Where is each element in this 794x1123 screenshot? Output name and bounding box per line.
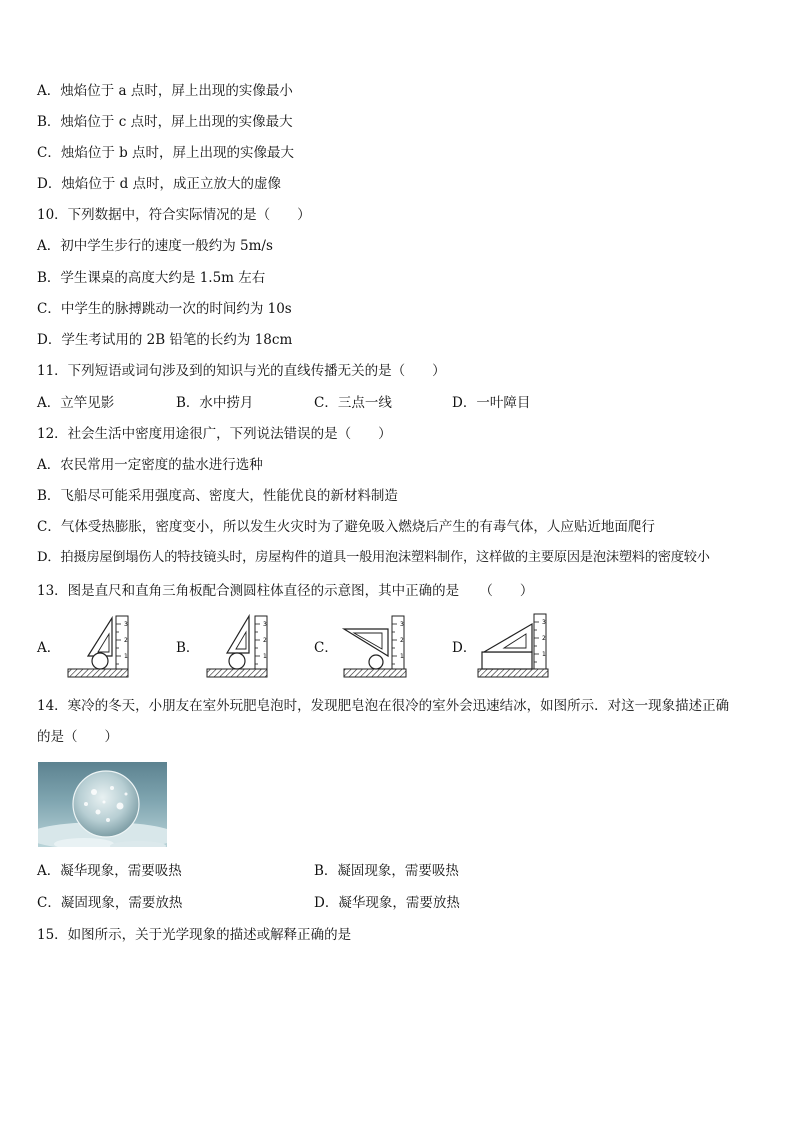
q9-option-c: C．烛焰位于 b 点时，屏上出现的实像最大 [37, 145, 295, 161]
q11-option-b: B．水中捞月 [176, 395, 254, 411]
q10-option-b: B．学生课桌的高度大约是 1.5m 左右 [37, 270, 266, 286]
cylinder-icon [92, 653, 108, 669]
q13-figure-d [476, 612, 556, 682]
q10-option-d: D．学生考试用的 2B 铅笔的长约为 18cm [37, 332, 293, 348]
ruler-tick-1: 1 [263, 653, 267, 660]
q11-option-c: C．三点一线 [314, 395, 392, 411]
q14-option-a: A．凝华现象，需要吸热 [37, 863, 182, 879]
q12-option-a: A．农民常用一定密度的盐水进行选种 [37, 457, 263, 473]
cylinder-icon [229, 653, 245, 669]
hatched-ground-icon [68, 669, 128, 677]
q11-option-d: D．一叶障目 [452, 395, 531, 411]
q10-option-a: A．初中学生步行的速度一般约为 5m/s [37, 238, 273, 254]
q9-option-d: D．烛焰位于 d 点时，成正立放大的虚像 [37, 176, 282, 192]
set-square-icon [88, 618, 112, 656]
ruler-tick-3: 3 [263, 621, 267, 628]
ruler-tick-3: 3 [400, 621, 404, 628]
q12-stem: 12．社会生活中密度用途很广，下列说法错误的是（ ） [37, 426, 392, 442]
ruler-tick-2: 2 [263, 637, 267, 644]
hatched-ground-icon [344, 669, 406, 677]
hatched-ground-icon [207, 669, 267, 677]
q11-option-a: A．立竿见影 [37, 395, 115, 411]
bubble-icon [73, 771, 139, 837]
hatched-ground-icon [478, 669, 548, 677]
q10-option-c: C．中学生的脉搏跳动一次的时间约为 10s [37, 301, 292, 317]
q14-stem-line2: 的是（ ） [37, 729, 118, 745]
q15-stem: 15．如图所示，关于光学现象的描述或解释正确的是 [37, 927, 352, 943]
ruler-tick-2: 2 [400, 637, 404, 644]
block-icon [482, 652, 532, 669]
ruler-tick-3: 3 [542, 619, 546, 626]
q12-option-d: D．拍摄房屋倒塌伤人的特技镜头时，房屋构件的道具一般用泡沫塑料制作，这样做的主要原因是泡沫塑料的密度较小 [37, 550, 710, 565]
cylinder-icon [369, 655, 383, 669]
q13-label-a: A． [37, 640, 61, 656]
q13-label-c: C． [314, 640, 338, 656]
ruler-tick-3: 3 [124, 621, 128, 628]
ruler-tick-1: 1 [124, 653, 128, 660]
q13-stem: 13．图是直尺和直角三角板配合测圆柱体直径的示意图，其中正确的是 （ ） [37, 583, 534, 599]
q14-option-d: D．凝华现象，需要放热 [314, 895, 460, 911]
ruler-tick-1: 1 [400, 653, 404, 660]
q9-option-a: A．烛焰位于 a 点时，屏上出现的实像最小 [37, 83, 293, 99]
q10-stem: 10．下列数据中，符合实际情况的是（ ） [37, 207, 311, 223]
q14-option-b: B．凝固现象，需要吸热 [314, 863, 459, 879]
q9-option-b: B．烛焰位于 c 点时，屏上出现的实像最大 [37, 114, 293, 130]
q13-figure-a [66, 612, 136, 682]
q13-label-d: D． [452, 640, 477, 656]
q14-stem-line1: 14．寒冷的冬天，小朋友在室外玩肥皂泡时，发现肥皂泡在很冷的室外会迅速结冰，如图所示．对这一现象描述正确 [37, 698, 730, 714]
q13-figure-b [205, 612, 275, 682]
q14-option-c: C．凝固现象，需要放热 [37, 895, 183, 911]
q12-option-c: C．气体受热膨胀，密度变小，所以发生火灾时为了避免吸入燃烧后产生的有毒气体，人应贴近地面爬行 [37, 519, 655, 535]
frozen-bubble-photo [38, 762, 167, 847]
ruler-tick-1: 1 [542, 651, 546, 658]
ruler-tick-2: 2 [542, 635, 546, 642]
q13-figure-c [340, 612, 412, 682]
q11-stem: 11．下列短语或词句涉及到的知识与光的直线传播无关的是（ ） [37, 363, 446, 379]
q13-label-b: B． [176, 640, 200, 656]
q12-option-b: B．飞船尽可能采用强度高、密度大，性能优良的新材料制造 [37, 488, 398, 504]
ruler-tick-2: 2 [124, 637, 128, 644]
